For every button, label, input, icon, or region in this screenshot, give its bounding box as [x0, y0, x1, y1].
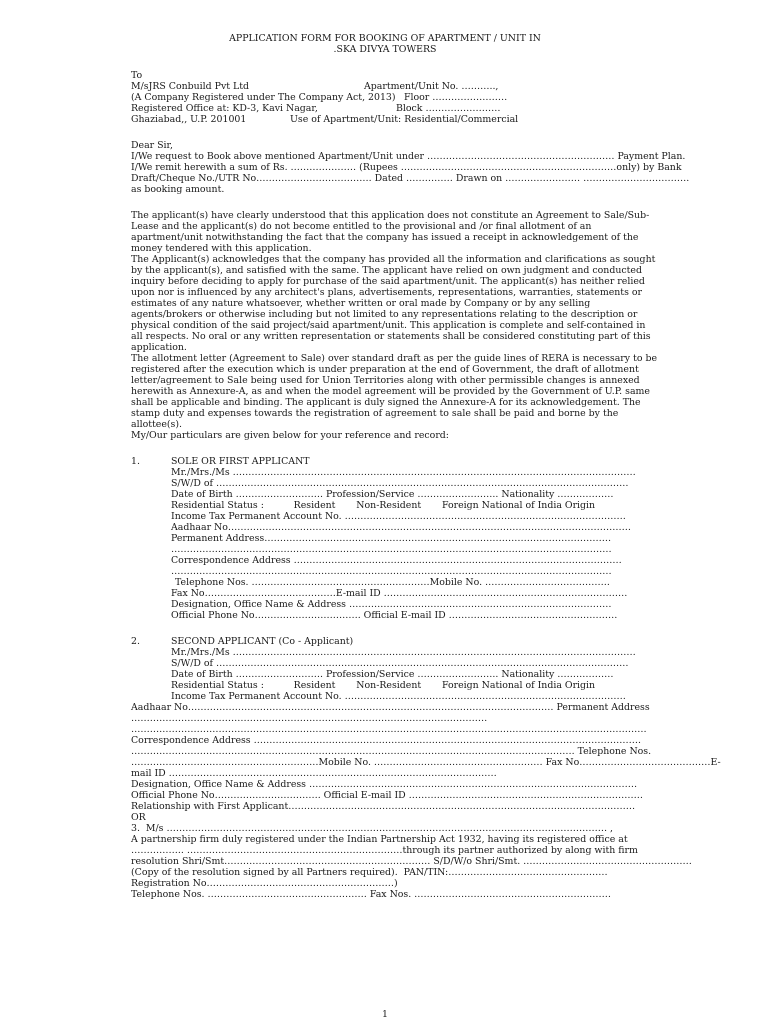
partnership-firm-name-line: 3. M/s …………………………………………………………………………………………………………………………… , — [131, 823, 614, 834]
partnership-resolution-line: resolution Shri/Smt………………………………………………………… S/D/W/o Shri/Smt. ……………………………………………… — [131, 856, 692, 867]
body-line: The applicant(s) have clearly understood that this application does not constitute an Agreement to Sale/Sub- — [131, 210, 650, 221]
address-company: M/sJRS Conbuild Pvt Ltd — [131, 81, 250, 92]
second-applicant-official-phone-line: Official Phone No……………………………. Official E-mail ID ………………………………………………………………… — [131, 790, 644, 801]
address-to: To — [131, 70, 143, 81]
first-applicant-correspondence-address: Correspondence Address …………………………………………………………………………………………… — [171, 555, 622, 566]
body-line: The allotment letter (Agreement to Sale) over standard draft as per the guide lines of RERA is necessary to be — [131, 353, 658, 364]
first-applicant-designation-field: Designation, Office Name & Address ………………………………………………………………………… — [171, 599, 612, 610]
body-line: letter/agreement to Sale being used for Union Territories along with other permissible changes is annexed — [131, 375, 640, 386]
request-line: I/We request to Book above mentioned Apartment/Unit under …………………………………………………… Payment Plan. — [131, 151, 686, 162]
first-applicant-correspondence-address-cont: …………………………………………………………………………………………………………………………… — [171, 566, 612, 577]
body-line: by the applicant(s), and satisfied with the same. The applicant have relied on own judgment and conducted — [131, 265, 642, 276]
form-title-line2: .SKA DIVYA TOWERS — [333, 44, 437, 55]
body-line: allottee(s). — [131, 419, 182, 430]
block-field: Block …………………… — [396, 103, 501, 114]
body-line: apartment/unit notwithstanding the fact that the company has issued a receipt in acknowledgement of the — [131, 232, 639, 243]
first-applicant-name-field: Mr./Mrs./Ms ………………………………………………………………………………………………………………… — [171, 467, 636, 478]
second-applicant-aadhaar-line: Aadhaar No……………………………………………………………………………………………………… Permanent Address — [131, 702, 650, 713]
body-line: physical condition of the said project/said apartment/unit. This application is complete and self-contained in — [131, 320, 646, 331]
section-number: 2. — [131, 636, 140, 647]
first-applicant-residential-status: Residential Status : Resident Non-Resident Foreign National of India Origin — [171, 500, 596, 511]
address-office: Registered Office at: KD-3, Kavi Nagar, — [131, 103, 318, 114]
body-line: stamp duty and expenses towards the registration of agreement to sale shall be paid and borne by the — [131, 408, 619, 419]
booking-amount-line: as booking amount. — [131, 184, 225, 195]
second-applicant-correspondence-line: Correspondence Address ……………………………………………………………………………………………………………. — [131, 735, 641, 746]
second-applicant-residential-status: Residential Status : Resident Non-Resident Foreign National of India Origin — [171, 680, 596, 691]
or-separator: OR — [131, 812, 146, 823]
body-line: shall be applicable and binding. The applicant is duly signed the Annexure-A for its acknowledgement. The — [131, 397, 641, 408]
partnership-pan-line: (Copy of the resolution signed by all Partners required). PAN/TIN:…………………………………………… — [131, 867, 608, 878]
first-applicant-aadhaar-field: Aadhaar No………………………………………………………………………………………………………………… — [171, 522, 632, 533]
first-applicant-telephone-field: Telephone Nos. …………………………………………………Mobile No. …………………………………. — [175, 577, 610, 588]
second-applicant-address-line: …………………………………………………………………………………………………… — [131, 713, 488, 724]
first-applicant-pan-field: Income Tax Permanent Account No. ……………………………………………………………………………… — [171, 511, 626, 522]
body-line: The Applicant(s) acknowledges that the company has provided all the information and clarifications as sought — [131, 254, 656, 265]
body-line: application. — [131, 342, 187, 353]
partnership-telephone-fax-line: Telephone Nos. …………………………………………… Fax Nos. ……………………………………………………… — [131, 889, 612, 900]
first-applicant-dob-field: Date of Birth ………………………. Profession/Service …………………….. Nationality ……………… — [171, 489, 614, 500]
second-applicant-designation-line: Designation, Office Name & Address …………………………………………………………………………………………… — [131, 779, 638, 790]
second-applicant-relationship-line: Relationship with First Applicant………………………………………………………………………………………………… — [131, 801, 636, 812]
body-line: upon nor is influenced by any architect's plans, advertisements, representations, warranties, statements or — [131, 287, 642, 298]
address-company-act: (A Company Registered under The Company Act, 2013) — [131, 92, 396, 103]
second-applicant-address-line: ………………………………………………………………………………………………………………………………………………… — [131, 724, 647, 735]
page-number: 1 — [382, 1009, 388, 1020]
section-number: 1. — [131, 456, 140, 467]
body-line: herewith as Annexure-A, as and when the model agreement will be provided by the Government of U.P. same — [131, 386, 650, 397]
second-applicant-email-line: mail ID …………………………………………………………………………………………… — [131, 768, 497, 779]
body-line: estimates of any nature whatsoever, whether written or oral made by Company or by any selling — [131, 298, 591, 309]
second-applicant-dob-field: Date of Birth ………………………. Profession/Service …………………….. Nationality ……………… — [171, 669, 614, 680]
salutation: Dear Sir, — [131, 140, 173, 151]
apartment-use: Use of Apartment/Unit: Residential/Commercial — [290, 114, 519, 125]
address-city: Ghaziabad,, U.P. 201001 — [131, 114, 247, 125]
particulars-intro: My/Our particulars are given below for your reference and record: — [131, 430, 449, 441]
second-applicant-telephone-line: ……………………………………………………………………………………………………………………………. Telephone Nos. — [131, 746, 652, 757]
apartment-unit-no: Apartment/Unit No. ……….., — [364, 81, 499, 92]
second-applicant-name-field: Mr./Mrs./Ms ………………………………………………………………………………………………………………… — [171, 647, 636, 658]
partnership-registration-no-line: Registration No……………………………………………………) — [131, 878, 398, 889]
second-applicant-relation-field: S/W/D of …………………………………………………………………………………………………………………… — [171, 658, 629, 669]
floor-field: Floor …………………… — [404, 92, 508, 103]
first-applicant-heading: SOLE OR FIRST APPLICANT — [171, 456, 310, 467]
first-applicant-fax-email-field: Fax No……………………………………E-mail ID …………………………………………………………………… — [171, 588, 628, 599]
body-line: money tendered with this application. — [131, 243, 312, 254]
second-applicant-mobile-fax-line: ……………………………………………………Mobile No. ……………………………………………… Fax No……………………………………E- — [131, 757, 721, 768]
first-applicant-relation-field: S/W/D of …………………………………………………………………………………………………………………… — [171, 478, 629, 489]
body-line: all respects. No oral or any written representation or statements shall be considered constituting part of this — [131, 331, 651, 342]
body-line: agents/brokers or otherwise including but not limited to any representations relating to the description or — [131, 309, 638, 320]
body-line: registered after the execution which is under preparation at the end of Government, the draft of allotment — [131, 364, 639, 375]
draft-line: Draft/Cheque No./UTR No………………………………. Dated …………… Drawn on …………………… ……………………………. — [131, 173, 690, 184]
body-line: inquiry before deciding to apply for purchase of the said apartment/unit. The applicant(s) has neither relied — [131, 276, 645, 287]
body-line: Lease and the applicant(s) do not become entitled to the provisional and /or final allotment of an — [131, 221, 592, 232]
first-applicant-permanent-address-cont: …………………………………………………………………………………………………………………………… — [171, 544, 612, 555]
form-title-line1: APPLICATION FORM FOR BOOKING OF APARTMENT / UNIT IN — [229, 33, 541, 44]
remit-line: I/We remit herewith a sum of Rs. ………………… (Rupees ……………………………………………………………only) by Bank — [131, 162, 682, 173]
first-applicant-permanent-address: Permanent Address………………………………………………………………………………………………… — [171, 533, 612, 544]
second-applicant-pan-field: Income Tax Permanent Account No. ……………………………………………………………………………… — [171, 691, 626, 702]
partnership-registration-line: A partnership firm duly registered under the Indian Partnership Act 1932, having its registered office at — [131, 834, 628, 845]
second-applicant-heading: SECOND APPLICANT (Co - Applicant) — [171, 636, 354, 647]
partnership-office-line: …………….. ……………………………………………………………through its partner authorized by along with firm — [131, 845, 638, 856]
first-applicant-official-phone-field: Official Phone No……………………………. Official E-mail ID ……………………………………………… — [171, 610, 618, 621]
